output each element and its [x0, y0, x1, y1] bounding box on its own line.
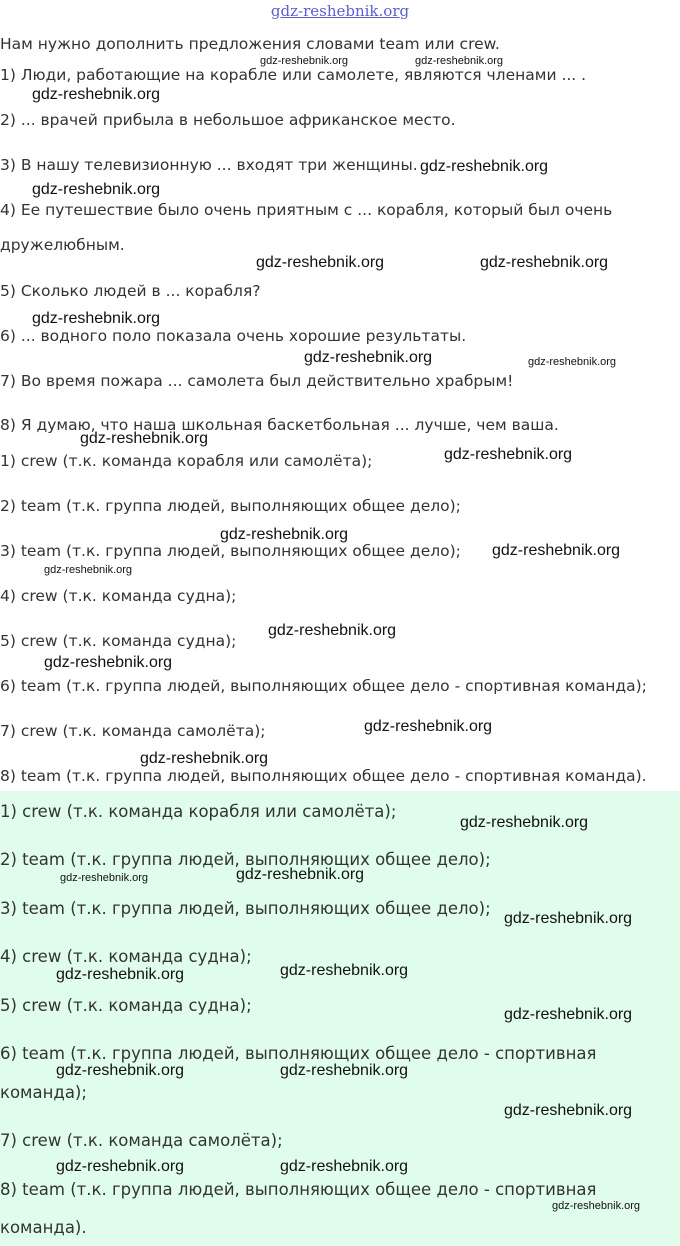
question-line: 6) ... водного поло показала очень хорошие результаты. — [0, 327, 467, 345]
question-line: дружелюбным. — [0, 236, 125, 254]
answer-line-repeat: команда); — [0, 1083, 87, 1102]
answer-line: 5) crew (т.к. команда судна); — [0, 632, 237, 650]
watermark: gdz-reshebnik.org — [480, 254, 609, 271]
watermark: gdz-reshebnik.org — [364, 718, 493, 735]
watermark: gdz-reshebnik.org — [32, 86, 161, 103]
watermark: gdz-reshebnik.org — [504, 1102, 633, 1119]
answer-line-repeat: 4) crew (т.к. команда судна); — [0, 947, 252, 966]
answer-line-repeat: 3) team (т.к. группа людей, выполняющих общее дело); — [0, 899, 491, 918]
watermark: gdz-reshebnik.org — [44, 654, 173, 671]
intro-text: Нам нужно дополнить предложения словами team или crew. — [0, 35, 500, 53]
watermark: gdz-reshebnik.org — [56, 1158, 185, 1175]
answer-line: 4) crew (т.к. команда судна); — [0, 587, 237, 605]
watermark: gdz-reshebnik.org — [140, 750, 269, 767]
watermark: gdz-reshebnik.org — [268, 622, 397, 639]
site-title[interactable]: gdz-reshebnik.org — [270, 2, 410, 20]
answer-line: 2) team (т.к. группа людей, выполняющих общее дело); — [0, 497, 461, 515]
watermark: gdz-reshebnik.org — [220, 526, 349, 543]
watermark: gdz-reshebnik.org — [304, 349, 433, 366]
question-line: 2) ... врачей прибыла в небольшое африканское место. — [0, 111, 456, 129]
watermark: gdz-reshebnik.org — [32, 181, 161, 198]
answer-line-repeat: 1) crew (т.к. команда корабля или самолёта); — [0, 802, 397, 821]
watermark: gdz-reshebnik.org — [236, 866, 365, 883]
watermark: gdz-reshebnik.org — [460, 814, 589, 831]
answer-line: 1) crew (т.к. команда корабля или самолёта); — [0, 452, 373, 470]
watermark: gdz-reshebnik.org — [56, 966, 185, 983]
watermark: gdz-reshebnik.org — [80, 430, 209, 447]
answer-line-repeat: 8) team (т.к. группа людей, выполняющих общее дело - спортивная — [0, 1180, 597, 1199]
question-line: 4) Ее путешествие было очень приятным с ... корабля, который был очень — [0, 201, 613, 219]
watermark: gdz-reshebnik.org — [415, 55, 504, 67]
question-line: 1) Люди, работающие на корабле или самолете, являются членами ... . — [0, 66, 587, 84]
answer-line: 6) team (т.к. группа людей, выполняющих общее дело - спортивная команда); — [0, 677, 647, 695]
watermark: gdz-reshebnik.org — [260, 55, 349, 67]
answer-line-repeat: 2) team (т.к. группа людей, выполняющих общее дело); — [0, 850, 491, 869]
answer-line-repeat: 7) crew (т.к. команда самолёта); — [0, 1131, 283, 1150]
watermark: gdz-reshebnik.org — [44, 564, 133, 576]
answer-line-repeat: 6) team (т.к. группа людей, выполняющих общее дело - спортивная — [0, 1044, 597, 1063]
question-line: 3) В нашу телевизионную ... входят три женщины. — [0, 156, 418, 174]
watermark: gdz-reshebnik.org — [504, 910, 633, 927]
watermark: gdz-reshebnik.org — [60, 872, 149, 884]
watermark: gdz-reshebnik.org — [280, 1158, 409, 1175]
watermark: gdz-reshebnik.org — [56, 1062, 185, 1079]
answer-line-repeat: 5) crew (т.к. команда судна); — [0, 996, 252, 1015]
watermark: gdz-reshebnik.org — [492, 542, 621, 559]
watermark: gdz-reshebnik.org — [504, 1006, 633, 1023]
answer-line: 7) crew (т.к. команда самолёта); — [0, 722, 266, 740]
watermark: gdz-reshebnik.org — [32, 310, 161, 327]
watermark: gdz-reshebnik.org — [420, 158, 549, 175]
question-line: 5) Сколько людей в ... корабля? — [0, 282, 261, 300]
answer-line: 3) team (т.к. группа людей, выполняющих общее дело); — [0, 542, 461, 560]
answer-line: 8) team (т.к. группа людей, выполняющих общее дело - спортивная команда). — [0, 767, 647, 785]
question-line: 7) Во время пожара ... самолета был действительно храбрым! — [0, 372, 514, 390]
answer-line-repeat: команда). — [0, 1218, 87, 1237]
watermark: gdz-reshebnik.org — [280, 1062, 409, 1079]
watermark: gdz-reshebnik.org — [280, 962, 409, 979]
question-line: 8) Я думаю, что наша школьная баскетбольная ... лучше, чем ваша. — [0, 416, 559, 434]
watermark: gdz-reshebnik.org — [444, 446, 573, 463]
watermark: gdz-reshebnik.org — [528, 356, 617, 368]
watermark: gdz-reshebnik.org — [552, 1200, 641, 1212]
watermark: gdz-reshebnik.org — [256, 254, 385, 271]
